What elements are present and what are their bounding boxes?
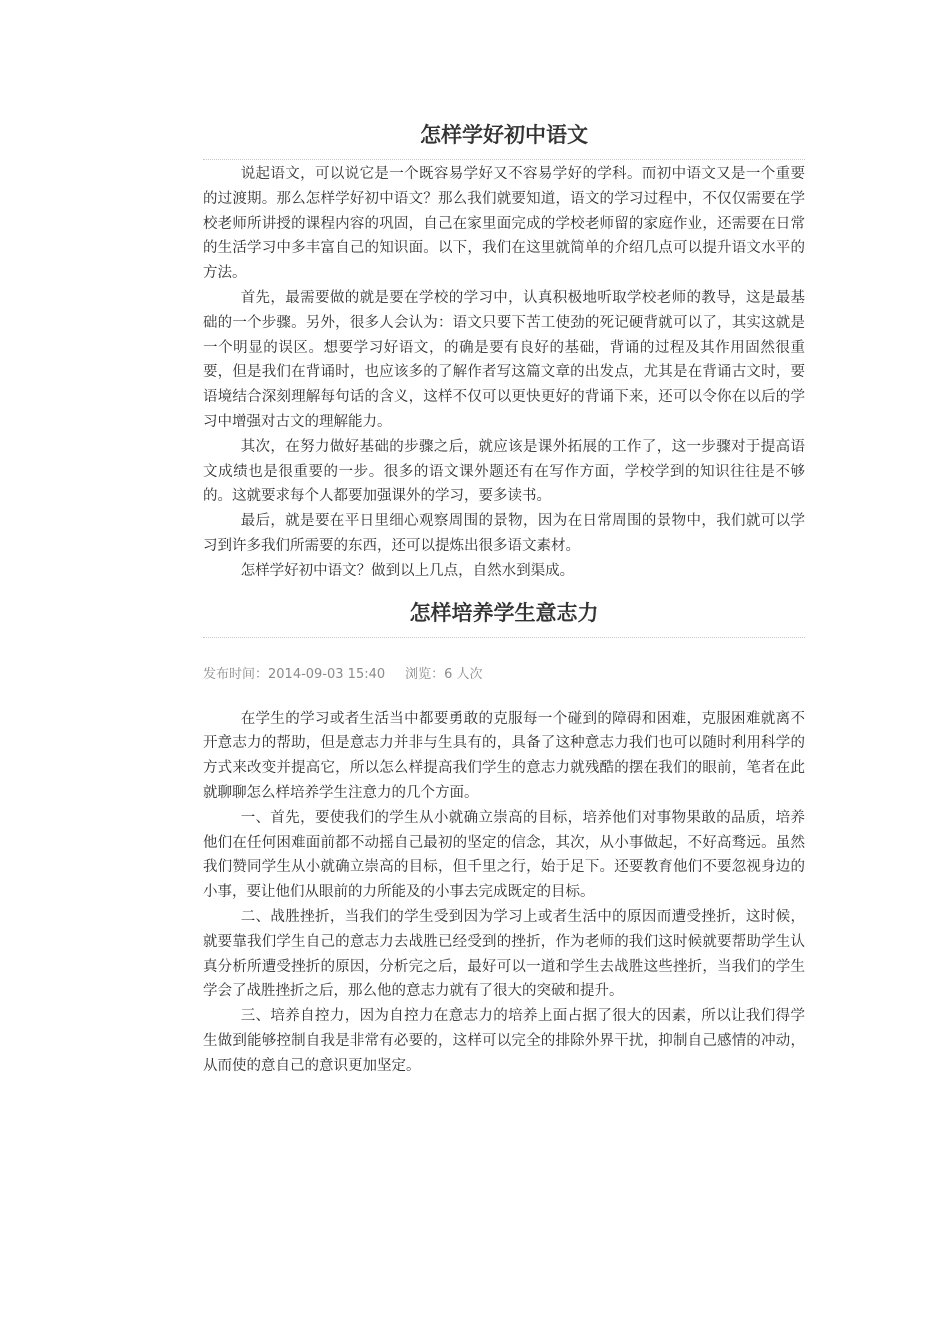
- article-meta: [203, 665, 805, 685]
- article-title: 怎样学好初中语文: [420, 123, 588, 147]
- paragraph: 在学生的学习或者生活当中都要勇敢的克服每一个碰到的障碍和困难，克服困难就离不开意志力的帮助，但是意志力并非与生具有的，具备了这种意志力我们也可以随时利用科学的方式来改变并提高它，所以怎么样提高我们学生的意志力就残酷的摆在我们的眼前，笔者在此就聊聊怎么样培养学生注意力的几个方面。: [203, 710, 805, 801]
- article-learn-chinese: [203, 121, 805, 584]
- article-willpower: [203, 599, 805, 1079]
- view-count: 浏览：6 人次: [405, 666, 483, 682]
- title-divider: [203, 637, 805, 638]
- paragraph: 说起语文，可以说它是一个既容易学好又不容易学好的学科。而初中语文又是一个重要的过渡期。那么怎样学好初中语文？那么我们就要知道，语文的学习过程中，不仅仅需要在学校老师所讲授的课程内容的巩固，自己在家里面完成的学校老师留的家庭作业，还需要在日常的生活学习中多丰富自己的知识面。以下，我们在这里就简单的介绍几点可以提升语文水平的方法。: [203, 166, 805, 282]
- paragraph: 最后，就是要在平日里细心观察周围的景物，因为在日常周围的景物中，我们就可以学习到许多我们所需要的东西，还可以提炼出很多语文素材。: [203, 513, 805, 554]
- paragraph: 怎样学好初中语文？做到以上几点，自然水到渠成。: [240, 562, 575, 579]
- paragraph: 一、首先，要使我们的学生从小就确立崇高的目标，培养他们对事物果敢的品质，培养他们在任何困难面前都不动摇自己最初的坚定的信念，其次，从小事做起，不好高骛远。虽然我们赞同学生从小就确立崇高的目标，但千里之行，始于足下。还要教育他们不要忽视身边的小事，要让他们从眼前的力所能及的小事去完成既定的目标。: [203, 809, 805, 901]
- title-divider: [203, 159, 805, 160]
- paragraph: 二、战胜挫折，当我们的学生受到因为学习上或者生活中的原因而遭受挫折，这时候，就要靠我们学生自己的意志力去战胜已经受到的挫折，作为老师的我们这时候就要帮助学生认真分析所遭受挫折的原因，分析完之后，最好可以一道和学生去战胜这些挫折，当我们的学生学会了战胜挫折之后，那么他的意志力就有了很大的突破和提升。: [203, 908, 805, 1000]
- article-body: [203, 707, 805, 1079]
- document-page: [203, 0, 805, 1079]
- article-body: [203, 162, 805, 584]
- paragraph: 首先，最需要做的就是要在学校的学习中，认真积极地听取学校老师的教导，这是最基础的一个步骤。另外，很多人会认为：语文只要下苦工使劲的死记硬背就可以了，其实这就是一个明显的误区。想要学习好语文，的确是要有良好的基础，背诵的过程及其作用固然很重要，但是我们在背诵时，也应该多的了解作者写这篇文章的出发点，尤其是在背诵古文时，要语境结合深刻理解每句话的含义，这样不仅可以更快更好的背诵下来，还可以令你在以后的学习中增强对古文的理解能力。: [203, 289, 805, 430]
- publish-time: 发布时间：2014-09-03 15:40: [203, 666, 386, 682]
- paragraph: 三、培养自控力，因为自控力在意志力的培养上面占据了很大的因素，所以让我们得学生做到能够控制自我是非常有必要的，这样可以完全的排除外界干扰，抑制自己感情的冲动，从而使的意自己的意识更加坚定。: [203, 1008, 805, 1074]
- article-title: 怎样培养学生意志力: [409, 600, 599, 625]
- paragraph: 其次，在努力做好基础的步骤之后，就应该是课外拓展的工作了，这一步骤对于提高语文成绩也是很重要的一步。很多的语文课外题还有在写作方面，学校学到的知识往往是不够的。这就要求每个人都要加强课外的学习，要多读书。: [203, 438, 805, 505]
